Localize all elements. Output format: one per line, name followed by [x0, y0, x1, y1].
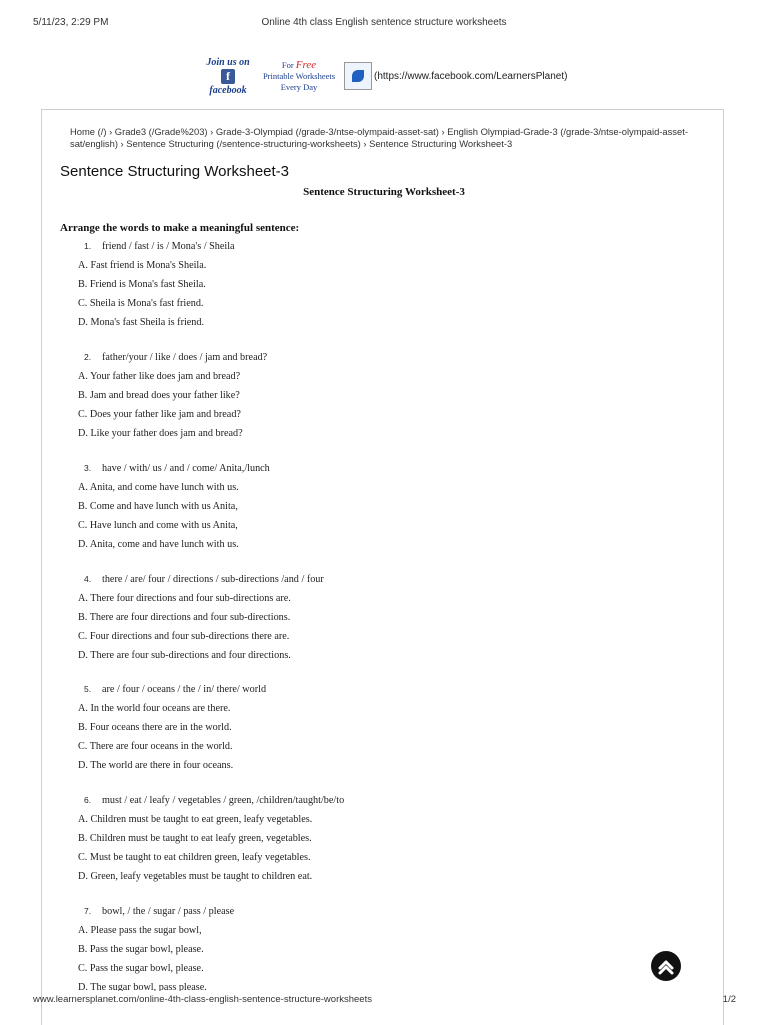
- option-b: B. Pass the sugar bowl, please.: [78, 944, 204, 955]
- option-d: D. The sugar bowl, pass please.: [78, 982, 207, 991]
- option-b: B. Four oceans there are in the world.: [78, 722, 232, 733]
- question-stem: [84, 574, 324, 585]
- arrow-up-icon: [655, 955, 677, 977]
- printable-worksheets-text: Printable Worksheets: [262, 70, 336, 81]
- print-page-number: 1/2: [722, 994, 736, 1005]
- for-text: For: [281, 59, 294, 70]
- option-b: B. Jam and bread does your father like?: [78, 390, 240, 401]
- option-b: B. Friend is Mona's fast Sheila.: [78, 279, 206, 290]
- question-text: there / are/ four / directions / sub-directions /and / four: [102, 574, 324, 585]
- option-d: D. There are four sub-directions and four directions.: [78, 650, 291, 661]
- option-c: C. Four directions and four sub-directions there are.: [78, 631, 290, 642]
- learners-planet-logo: [344, 62, 372, 90]
- print-page-title: Online 4th class English sentence structure worksheets: [261, 17, 507, 28]
- option-a: A. Please pass the sugar bowl,: [78, 925, 202, 936]
- question-number: 6.: [84, 795, 92, 805]
- option-c: C. Sheila is Mona's fast friend.: [78, 298, 204, 309]
- scroll-to-top-button[interactable]: [651, 951, 681, 981]
- question-stem: [84, 241, 235, 252]
- free-text: Free: [295, 58, 317, 71]
- free-worksheets-box: [256, 60, 342, 93]
- question-stem: [84, 463, 270, 474]
- option-b: B. Come and have lunch with us Anita,: [78, 501, 238, 512]
- page-title: Sentence Structuring Worksheet-3: [60, 163, 290, 180]
- option-a: A. Children must be taught to eat green, leafy vegetables.: [78, 814, 313, 825]
- option-b: B. Children must be taught to eat leafy green, vegetables.: [78, 833, 312, 844]
- option-d: D. Anita, come and have lunch with us.: [78, 539, 239, 550]
- option-a: A. There four directions and four sub-directions are.: [78, 593, 291, 604]
- question-stem: [84, 795, 344, 806]
- every-day-text: Every Day: [280, 81, 318, 92]
- question-text: friend / fast / is / Mona's / Sheila: [102, 241, 235, 252]
- option-a: A. Fast friend is Mona's Sheila.: [78, 260, 207, 271]
- facebook-text: facebook: [209, 84, 247, 96]
- question-text: must / eat / leafy / vegetables / green, /children/taught/be/to: [102, 795, 345, 806]
- question-text: father/your / like / does / jam and bread?: [102, 352, 268, 363]
- print-datetime: 5/11/23, 2:29 PM: [33, 17, 109, 28]
- option-c: C. Does your father like jam and bread?: [78, 409, 241, 420]
- question-stem: [84, 684, 266, 695]
- option-d: D. Like your father does jam and bread?: [78, 428, 243, 439]
- question-number: 3.: [84, 463, 92, 473]
- option-c: C. Have lunch and come with us Anita,: [78, 520, 238, 531]
- question-number: 4.: [84, 574, 92, 584]
- worksheet-subtitle: Sentence Structuring Worksheet-3: [303, 186, 465, 198]
- option-d: D. Green, leafy vegetables must be taught to children eat.: [78, 871, 313, 882]
- question-number: 5.: [84, 684, 92, 694]
- question-text: are / four / oceans / the / in/ there/ world: [102, 684, 267, 695]
- option-a: A. Anita, and come have lunch with us.: [78, 482, 239, 493]
- question-number: 2.: [84, 352, 92, 362]
- option-a: A. In the world four oceans are there.: [78, 703, 231, 714]
- question-number: 7.: [84, 906, 92, 916]
- question-number: 1.: [84, 241, 92, 251]
- question-stem: [84, 906, 234, 917]
- instruction-text: Arrange the words to make a meaningful sentence:: [60, 222, 300, 234]
- facebook-url-link[interactable]: (https://www.facebook.com/LearnersPlanet): [374, 70, 568, 82]
- question-text: bowl, / the / sugar / pass / please: [102, 906, 235, 917]
- option-d: D. Mona's fast Sheila is friend.: [78, 317, 205, 328]
- print-footer-url: www.learnersplanet.com/online-4th-class-english-sentence-structure-worksheets: [33, 994, 372, 1005]
- facebook-icon: f: [221, 69, 235, 84]
- question-text: have / with/ us / and / come/ Anita,/lunch: [102, 463, 270, 474]
- join-facebook-badge[interactable]: [204, 57, 252, 96]
- question-stem: [84, 352, 267, 363]
- breadcrumb[interactable]: Home (/) › Grade3 (/Grade%203) › Grade-3-Olympiad (/grade-3/ntse-olympaid-asset-sat) › English Olympiad-Grade-3 (/grade-3/ntse-olympaid-asset-sat/english) › Sentence Structuring (/sentence-structuring-worksheets) › Sentence Structuring Worksheet-3: [70, 126, 688, 149]
- option-c: C. Must be taught to eat children green, leafy vegetables.: [78, 852, 311, 863]
- option-c: C. There are four oceans in the world.: [78, 741, 233, 752]
- option-b: B. There are four directions and four sub-directions.: [78, 612, 291, 623]
- facebook-banner[interactable]: [204, 54, 567, 98]
- join-us-text: Join us on: [206, 56, 250, 68]
- option-c: C. Pass the sugar bowl, please.: [78, 963, 204, 974]
- option-a: A. Your father like does jam and bread?: [78, 371, 241, 382]
- option-d: D. The world are there in four oceans.: [78, 760, 234, 771]
